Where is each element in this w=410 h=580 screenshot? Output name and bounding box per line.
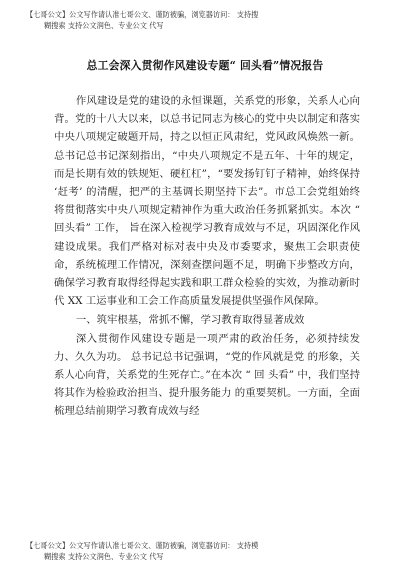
document-body	[54, 92, 360, 421]
document-title: 总工会深入贯彻作风建设专题“ 回头看”情况报告	[86, 59, 324, 72]
header-banner	[26, 9, 386, 31]
paragraph-section-1: 深入贯彻作风建设专题是一项严肃的政治任务，必须持续发力、久久为功。 总书记总书记强调，“党的作风就是党 的形象，关系人心向背，关系党的生死存亡。”在本次 “ 回 头看” 中，我们坚持将其作为检验政治担当、提升服务能力 的重要契机。一方面，全面梳理总结前期学习教育成效与经	[54, 332, 360, 418]
footer-banner	[26, 540, 386, 562]
paragraph-intro: 作风建设是党的建设的永恒课题，关系党的形象，关系人心向背。党的十八大以来，以总书记同志为核心的党中央以制定和落实中央八项规定破题开局，持之以恒正风肃纪，党风政风焕然一新。 总书记总书记深刻指出，“中央八项规定不是五年、十年的规定，而是长期有效的铁规矩、硬杠杠”，“要发扬钉钉子精神，始终保持 ‘赶考’ 的清醒，把严的主基调长期坚持下去”。市总工会党组始终将贯彻落实中央八项规定精神作为重大政治任务抓紧抓实。本次 “ 回头看” 工作， 旨在深入检视学习教育成效与不足，巩固深化作风建设成果。我们严格对标对表中央及市委要求，聚焦工会职责使命，系统梳理工作情况，深刻查摆问题不足，明确下步整改方向，确保学习教育取得经得起实践和职工群众检验的实效，为推动新时代 XX 工运事业和工会工作高质量发展提供坚强作风保障。	[54, 95, 360, 308]
header-banner-line-1: 【七哥公文】公文写作请认准七哥公文、谨防被骗，浏览器访问： 支持搜	[26, 10, 259, 19]
header-banner-line-2: 糊搜索 支持公文润色、专业公文 代写	[44, 21, 164, 30]
footer-banner-line-1: 【七哥公文】公文写作请认准七哥公文、谨防被骗，浏览器访问： 支持模	[26, 541, 259, 550]
footer-banner-line-2: 糊搜索 支持公文润色、专业公文 代写	[44, 552, 164, 561]
section-heading-1: 一、筑牢根基，常抓不懈，学习教育取得显著成效	[75, 314, 305, 327]
